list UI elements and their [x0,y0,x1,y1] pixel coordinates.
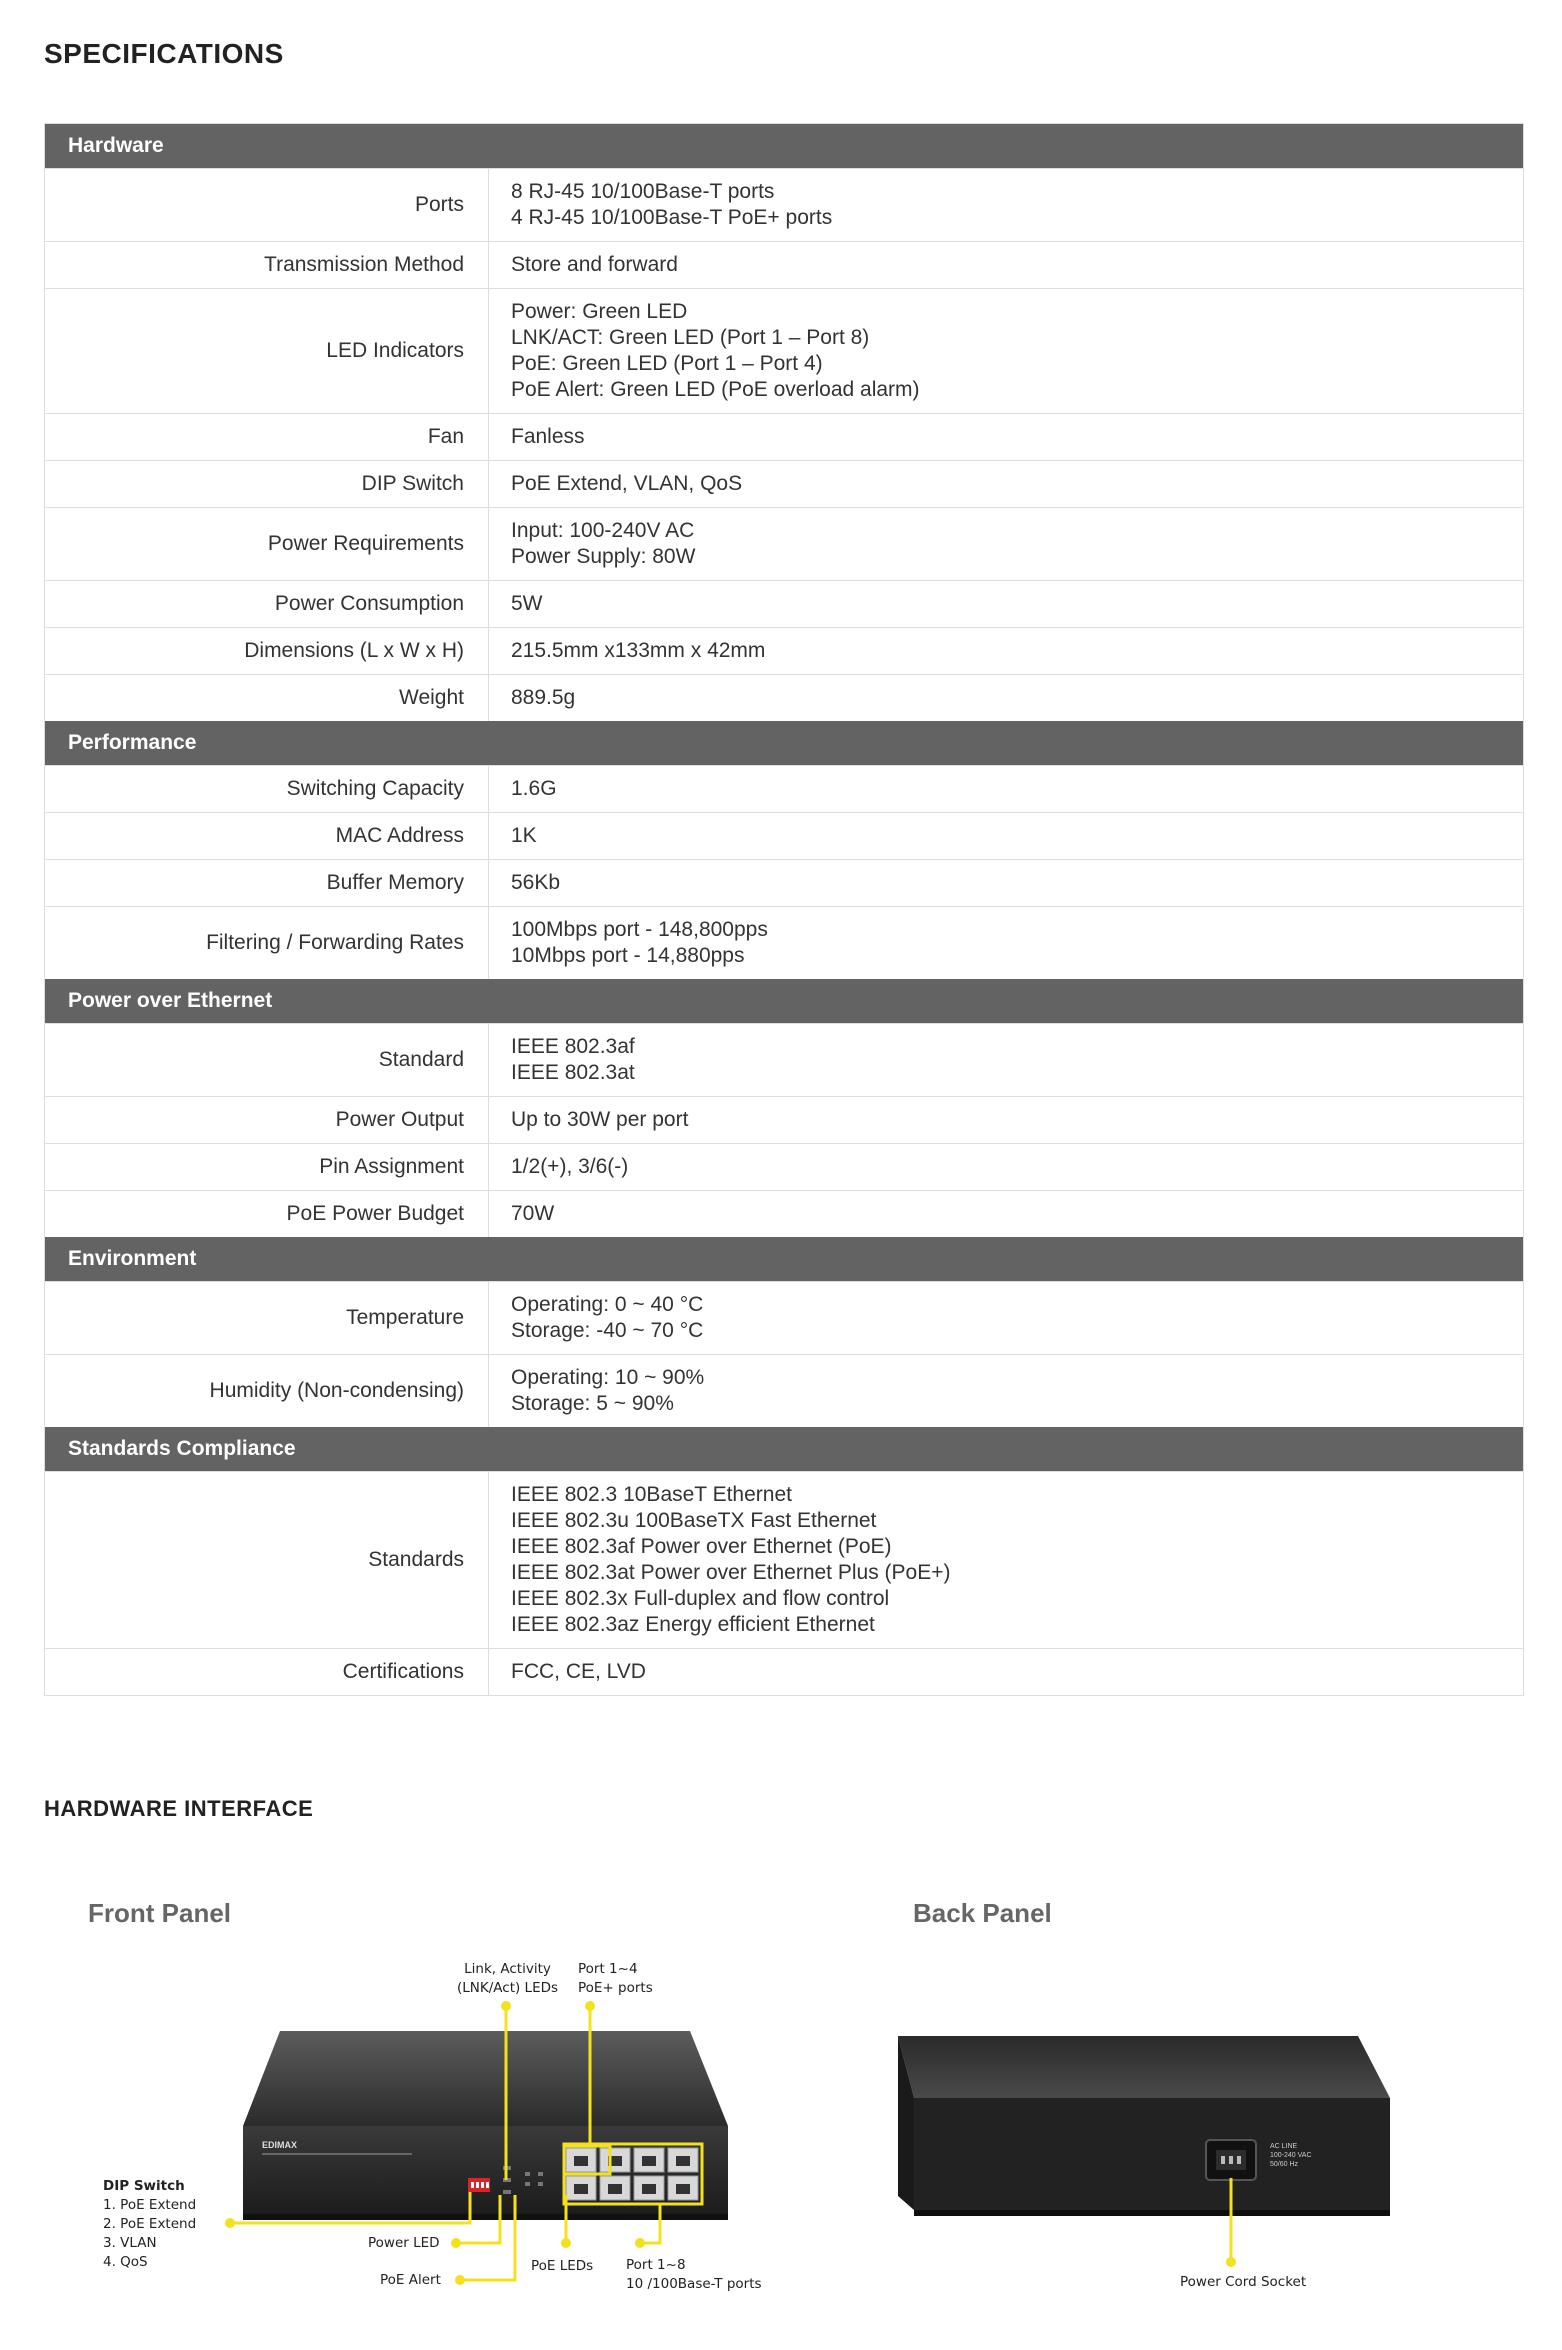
spec-value [489,628,765,674]
spec-value-line: 56Kb [511,871,561,894]
spec-value-line: 889.5g [511,686,576,709]
spec-label: Power Consumption [45,581,489,627]
spec-value [489,508,695,580]
spec-row [45,765,1523,812]
spec-label: Dimensions (L x W x H) [45,628,489,674]
spec-value-line: PoE: Green LED (Port 1 – Port 4) [511,352,823,375]
spec-value-line: Storage: -40 ~ 70 °C [511,1319,704,1342]
callout-ports-all: Port 1~8 10 /100Base-T ports [626,2257,762,2292]
hardware-interface-title: HARDWARE INTERFACE [44,1796,314,1821]
spec-row [45,580,1523,627]
spec-label: Pin Assignment [45,1144,489,1190]
spec-label: Ports [45,169,489,241]
ac-label-line1: AC LINE [1270,2143,1298,2150]
spec-label: MAC Address [45,813,489,859]
spec-label: Transmission Method [45,242,489,288]
back-panel-title: Back Panel [913,1898,1052,1928]
spec-value-line: IEEE 802.3at [511,1061,635,1084]
spec-label: LED Indicators [45,289,489,413]
spec-label: Switching Capacity [45,766,489,812]
spec-value [489,169,832,241]
section-header: Hardware [45,124,1523,168]
spec-value-line: Up to 30W per port [511,1108,689,1131]
spec-label: Humidity (Non-condensing) [45,1355,489,1427]
spec-value-line: 4 RJ-45 10/100Base-T PoE+ ports [511,206,833,229]
spec-label: Certifications [45,1649,489,1695]
spec-value [489,461,742,507]
spec-row [45,1281,1523,1354]
spec-value-line: LNK/ACT: Green LED (Port 1 – Port 8) [511,326,870,349]
spec-row [45,413,1523,460]
spec-value-line: IEEE 802.3u 100BaseTX Fast Ethernet [511,1509,877,1532]
section-header: Standards Compliance [45,1427,1523,1471]
spec-row [45,1143,1523,1190]
spec-value-line: IEEE 802.3az Energy efficient Ethernet [511,1613,875,1636]
spec-value-line: Storage: 5 ~ 90% [511,1392,674,1415]
spec-label: Temperature [45,1282,489,1354]
callout-dip-switch: DIP Switch 1. PoE Extend 2. PoE Extend 3. VLAN 4. QoS [103,2178,197,2270]
spec-label: Fan [45,414,489,460]
spec-row [45,288,1523,413]
spec-value-line: 5W [511,592,543,615]
switch-top-face [243,2031,728,2126]
spec-value-line: 10Mbps port - 14,880pps [511,944,745,967]
spec-value [489,289,920,413]
spec-value-line: Input: 100-240V AC [511,519,695,542]
spec-value-line: 1.6G [511,777,557,800]
spec-value-line: Power: Green LED [511,300,688,323]
spec-value [489,675,575,721]
spec-value-line: IEEE 802.3at Power over Ethernet Plus (PoE+) [511,1561,951,1584]
spec-value-line: Fanless [511,425,585,448]
spec-row [45,627,1523,674]
spec-row [45,859,1523,906]
spec-value [489,414,585,460]
callout-poe-leds: PoE LEDs [531,2258,594,2274]
spec-label: PoE Power Budget [45,1191,489,1237]
spec-value-line: Power Supply: 80W [511,545,696,568]
callout-link-activity: Link, Activity (LNK/Act) LEDs [457,1961,559,1996]
spec-row [45,1471,1523,1648]
spec-label: Power Requirements [45,508,489,580]
spec-value-line: PoE Extend, VLAN, QoS [511,472,743,495]
callout-power-led: Power LED [368,2235,440,2251]
spec-value-line: IEEE 802.3 10BaseT Ethernet [511,1483,792,1506]
spec-value-line: 1K [511,824,537,847]
spec-row [45,1354,1523,1427]
spec-value-line: 1/2(+), 3/6(-) [511,1155,629,1178]
spec-value-line: IEEE 802.3x Full-duplex and flow control [511,1587,890,1610]
spec-row [45,1096,1523,1143]
spec-value-line: 100Mbps port - 148,800pps [511,918,768,941]
spec-label: Buffer Memory [45,860,489,906]
section-header: Environment [45,1237,1523,1281]
spec-label: Weight [45,675,489,721]
spec-value-line: FCC, CE, LVD [511,1660,646,1683]
back-top-face [898,2036,1390,2098]
spec-label: Filtering / Forwarding Rates [45,907,489,979]
specifications-table [44,123,1524,1696]
spec-value [489,1649,646,1695]
spec-value [489,1472,950,1648]
spec-value-line: IEEE 802.3af [511,1035,635,1058]
spec-value [489,1097,688,1143]
spec-value-line: 70W [511,1202,555,1225]
spec-row [45,674,1523,721]
spec-value [489,813,537,859]
spec-row [45,1648,1523,1695]
spec-value [489,1024,635,1096]
spec-row [45,1023,1523,1096]
section-header: Power over Ethernet [45,979,1523,1023]
spec-value-line: PoE Alert: Green LED (PoE overload alarm) [511,378,920,401]
spec-value-line: IEEE 802.3af Power over Ethernet (PoE) [511,1535,892,1558]
spec-value-line: 8 RJ-45 10/100Base-T ports [511,180,775,203]
ac-label-line2: 100-240 VAC [1270,2152,1312,2159]
spec-value [489,766,557,812]
spec-value [489,1191,554,1237]
front-panel-brand: EDIMAX [262,2140,298,2150]
spec-value [489,242,678,288]
spec-label: DIP Switch [45,461,489,507]
page-title: SPECIFICATIONS [44,38,284,69]
spec-value-line: Operating: 0 ~ 40 °C [511,1293,704,1316]
spec-label: Standards [45,1472,489,1648]
back-panel-image [860,2000,1460,2320]
callout-poe-alert: PoE Alert [380,2272,441,2288]
spec-value [489,1282,703,1354]
spec-row [45,507,1523,580]
spec-row [45,906,1523,979]
spec-label: Power Output [45,1097,489,1143]
section-header: Performance [45,721,1523,765]
spec-value [489,1144,628,1190]
spec-row [45,460,1523,507]
callout-poe-ports: Port 1~4 PoE+ ports [578,1961,653,1996]
spec-row [45,241,1523,288]
spec-row [45,812,1523,859]
spec-value-line: Store and forward [511,253,678,276]
front-panel-title: Front Panel [88,1898,232,1928]
spec-row [45,168,1523,241]
spec-value [489,907,768,979]
spec-value [489,860,560,906]
spec-value [489,1355,704,1427]
spec-value-line: 215.5mm x133mm x 42mm [511,639,766,662]
ac-label-line3: 50/60 Hz [1270,2161,1299,2168]
back-face [914,2098,1390,2210]
callout-power-cord-socket: Power Cord Socket [1180,2274,1307,2290]
spec-row [45,1190,1523,1237]
spec-value-line: Operating: 10 ~ 90% [511,1366,705,1389]
spec-label: Standard [45,1024,489,1096]
spec-value [489,581,543,627]
